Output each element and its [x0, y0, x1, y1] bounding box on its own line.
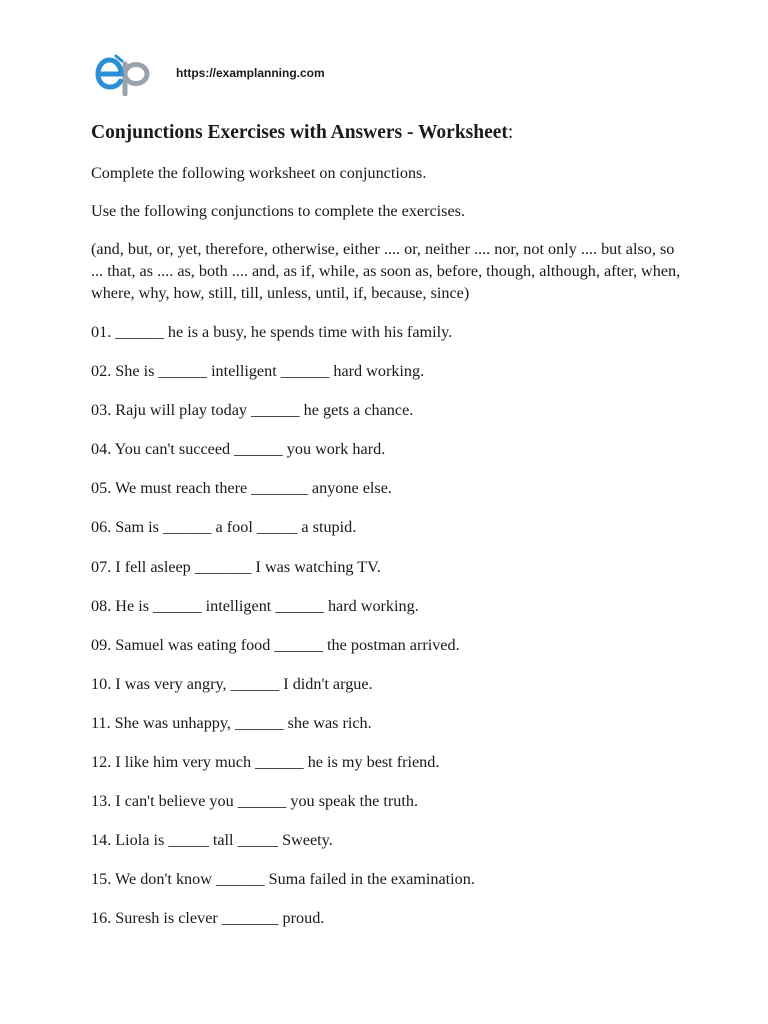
exercise-item: 16. Suresh is clever _______ proud.	[91, 909, 325, 928]
title-text: Conjunctions Exercises with Answers - Worksheet	[91, 122, 508, 143]
exercise-item: 09. Samuel was eating food ______ the postman arrived.	[91, 635, 460, 654]
exercise-item: 11. She was unhappy, ______ she was rich.	[91, 713, 372, 732]
exercise-item: 08. He is ______ intelligent ______ hard working.	[91, 596, 419, 615]
instruction-complete: Complete the following worksheet on conjunctions.	[91, 164, 427, 182]
header	[94, 52, 325, 96]
exercise-item: 06. Sam is ______ a fool _____ a stupid.	[91, 518, 357, 537]
exercise-item: 15. We don't know ______ Suma failed in the examination.	[91, 870, 475, 889]
conjunctions-list: (and, but, or, yet, therefore, otherwise, either .... or, neither .... nor, not only .... but also, so ... that, as .... as, both .... and, as if, while, as soon as, before, though, although, after, when, where, why, how, still, till, unless, until, if, because, since)	[91, 240, 681, 302]
worksheet-content	[91, 119, 681, 947]
page-title	[91, 119, 681, 147]
exercise-item: 12. I like him very much ______ he is my best friend.	[91, 753, 440, 772]
site-url-link[interactable]: https://examplanning.com	[176, 66, 325, 80]
exercise-item: 01. ______ he is a busy, he spends time with his family.	[91, 323, 453, 341]
exercise-item: 02. She is ______ intelligent ______ hard working.	[91, 362, 425, 381]
exercise-item: 05. We must reach there _______ anyone else.	[91, 479, 392, 498]
exercise-item: 07. I fell asleep _______ I was watching TV.	[91, 557, 381, 576]
exercise-item: 14. Liola is _____ tall _____ Sweety.	[91, 831, 333, 850]
exercise-item: 04. You can't succeed ______ you work hard.	[91, 440, 386, 459]
title-colon: :	[507, 122, 514, 143]
instruction-use: Use the following conjunctions to complete the exercises.	[91, 202, 466, 220]
examplanning-logo-icon	[94, 52, 152, 96]
exercise-item: 10. I was very angry, ______ I didn't argue.	[91, 674, 373, 693]
exercise-item: 03. Raju will play today ______ he gets a chance.	[91, 401, 414, 420]
exercise-list	[91, 321, 681, 929]
exercise-item: 13. I can't believe you ______ you speak the truth.	[91, 792, 419, 811]
